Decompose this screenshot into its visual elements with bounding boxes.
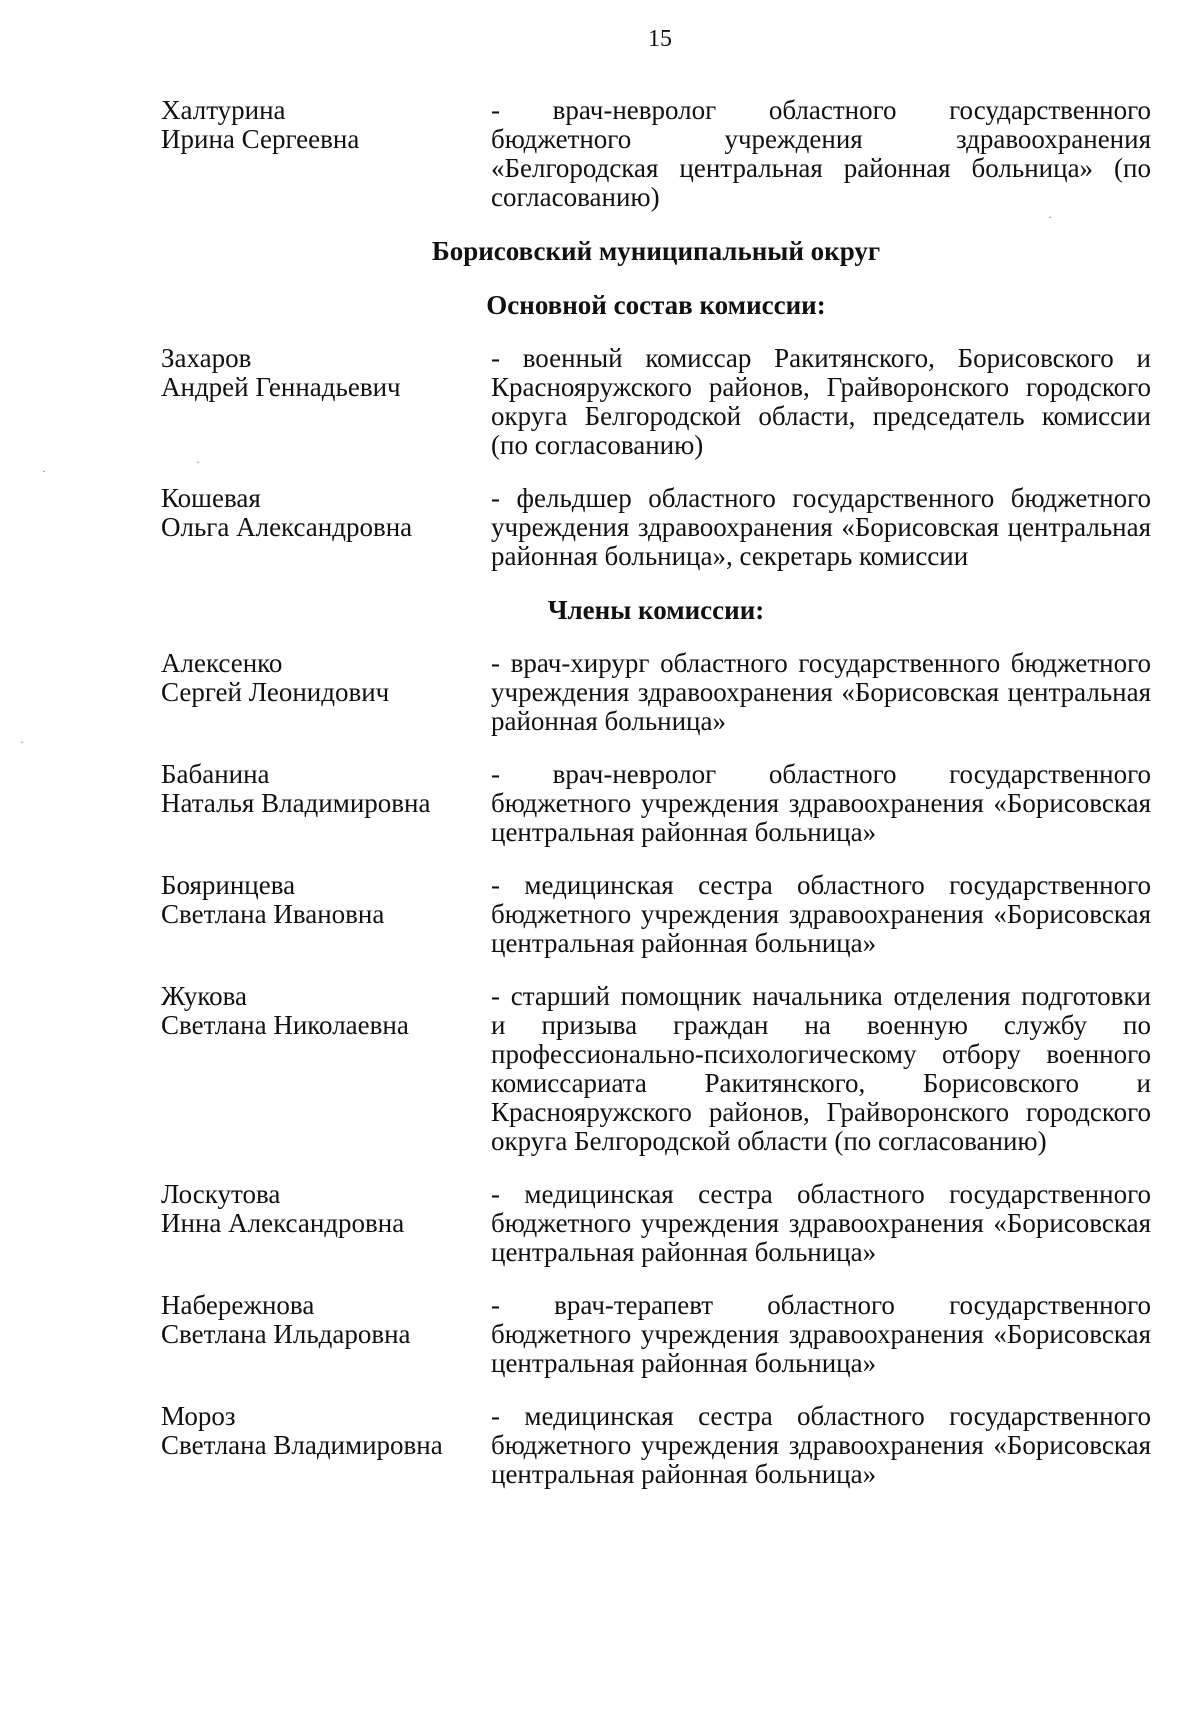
member-given-name: Сергей Леонидович [161, 677, 390, 707]
member-name [161, 344, 491, 460]
member-given-name: Светлана Ильдаровна [161, 1319, 411, 1349]
member-surname: Бабанина [161, 759, 270, 789]
member-surname: Жукова [161, 981, 247, 1011]
scan-speck: · [196, 455, 200, 469]
member-name [161, 871, 491, 958]
member-role: - врач-невролог областного государственного бюджетного учреждения здравоохранения «Белгородская центральная районная больница» (по согласованию) [491, 95, 1151, 212]
member-entry [161, 982, 1151, 1156]
member-surname: Кошевая [161, 483, 261, 513]
member-role: - врач-терапевт областного государственного бюджетного учреждения здравоохранения «Борисовская центральная районная больница» [491, 1290, 1151, 1378]
member-surname: Набережнова [161, 1290, 315, 1320]
member-surname: Лоскутова [161, 1179, 281, 1209]
member-role: - военный комиссар Ракитянского, Борисовского и Краснояружского районов, Грайворонского городского округа Белгородской области, председатель комиссии (по согласованию) [491, 343, 1151, 460]
member-entry [161, 96, 1151, 212]
member-name [161, 982, 491, 1156]
member-entry [161, 649, 1151, 736]
member-role: - врач-хирург областного государственного бюджетного учреждения здравоохранения «Борисовская центральная районная больница» [491, 648, 1151, 736]
member-given-name: Наталья Владимировна [161, 788, 431, 818]
scan-speck: · [1048, 210, 1052, 224]
member-name [161, 96, 491, 212]
page-number: 15 [648, 26, 672, 52]
member-entry [161, 1180, 1151, 1267]
member-role: - медицинская сестра областного государственного бюджетного учреждения здравоохранения «Борисовская центральная районная больница» [491, 1179, 1151, 1267]
member-given-name: Ольга Александровна [161, 512, 413, 542]
member-entry [161, 344, 1151, 460]
member-given-name: Светлана Николаевна [161, 1010, 409, 1040]
member-role: - медицинская сестра областного государственного бюджетного учреждения здравоохранения «Борисовская центральная районная больница» [491, 1401, 1151, 1489]
member-given-name: Светлана Ивановна [161, 899, 385, 929]
member-name [161, 1180, 491, 1267]
member-entry [161, 760, 1151, 847]
member-role: - старший помощник начальника отделения подготовки и призыва граждан на военную службу по профессионально-психологическому отбору военного комиссариата Ракитянского, Борисовского и Краснояружского районов, Грайворонского городского округа Белгородской области (по согласованию) [491, 981, 1151, 1156]
member-name [161, 484, 491, 571]
district-title: Борисовский муниципальный округ [431, 236, 881, 266]
commission-list [161, 96, 1151, 1513]
member-entry [161, 1291, 1151, 1378]
member-given-name: Светлана Владимировна [161, 1430, 443, 1460]
member-name [161, 1291, 491, 1378]
member-role: - врач-невролог областного государственного бюджетного учреждения здравоохранения «Борисовская центральная районная больница» [491, 759, 1151, 847]
member-entry [161, 1402, 1151, 1489]
member-name [161, 649, 491, 736]
member-surname: Захаров [161, 343, 252, 373]
scan-speck: · [42, 464, 46, 478]
member-surname: Мороз [161, 1401, 236, 1431]
member-name [161, 1402, 491, 1489]
member-role: - фельдшер областного государственного бюджетного учреждения здравоохранения «Борисовская центральная районная больница», секретарь комиссии [491, 483, 1151, 571]
member-given-name: Андрей Геннадьевич [161, 372, 401, 402]
member-surname: Халтурина [161, 95, 286, 125]
member-entry [161, 871, 1151, 958]
member-given-name: Инна Александровна [161, 1208, 405, 1238]
member-entry [161, 484, 1151, 571]
member-given-name: Ирина Сергеевна [161, 124, 360, 154]
members-heading: Члены комиссии: [547, 595, 765, 625]
member-role: - медицинская сестра областного государственного бюджетного учреждения здравоохранения «Борисовская центральная районная больница» [491, 870, 1151, 958]
member-surname: Бояринцева [161, 870, 296, 900]
main-composition-heading: Основной состав комиссии: [486, 290, 826, 320]
member-surname: Алексенко [161, 648, 283, 678]
scan-speck: · [20, 735, 24, 749]
member-name [161, 760, 491, 847]
